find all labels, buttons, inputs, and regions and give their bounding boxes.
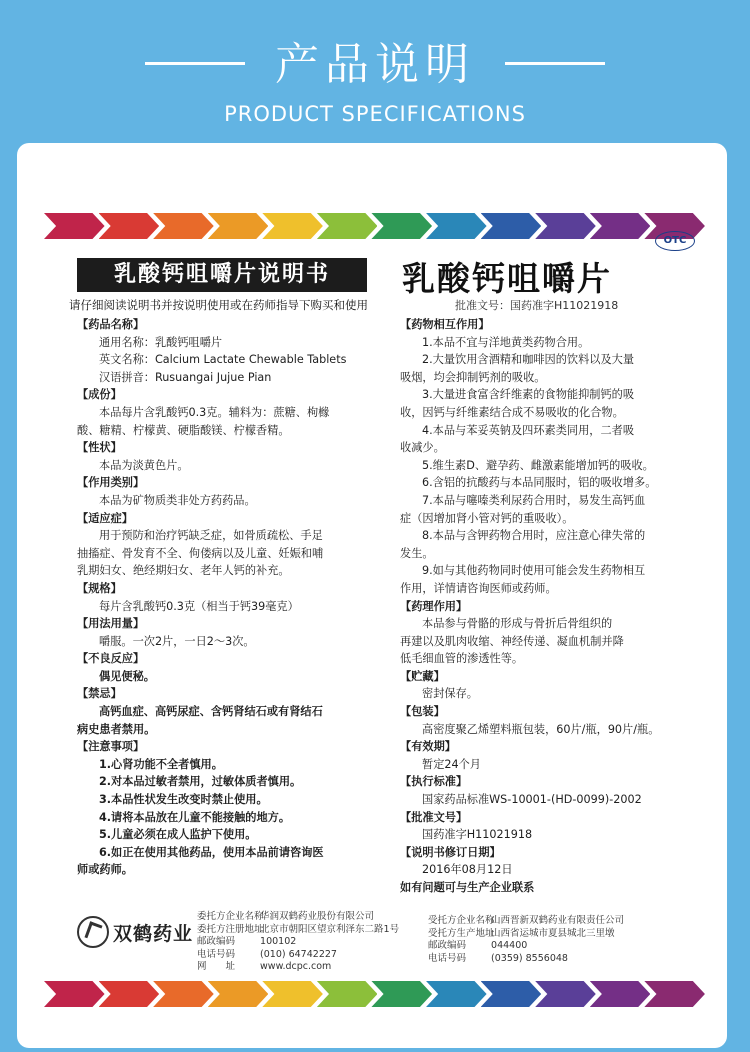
band-chevron [153,981,214,1007]
right-column [400,316,700,897]
text-line: 2.大量饮用含酒精和咖啡因的饮料以及大量 [422,353,635,367]
otc-badge: OTC [655,231,695,251]
info-value: 山西晋新双鹤药业有限责任公司 [491,915,625,926]
title-line-right [505,62,605,65]
text-line: 5.儿童必须在成人监护下使用。 [99,828,257,842]
company-logo [77,916,193,948]
text-line: 再建以及肌肉收缩、神经传递、凝血机制并降 [400,634,624,648]
band-chevron [371,213,432,239]
title-line-left [145,62,245,65]
band-chevron [262,213,323,239]
approval-number-header: 批准文号：国药准字H11021918 [455,299,619,312]
info-value: 100102 [260,936,297,947]
text-line: 每片含乳酸钙0.3克（相当于钙39毫克） [99,599,299,613]
text-line: 9.如与其他药物同时使用可能会发生药物相互 [422,564,646,578]
band-chevron [317,981,378,1007]
band-chevron [317,213,378,239]
leaflet-card [17,143,727,1048]
text-line: 1.本品不宜与洋地黄类药物合用。 [422,335,590,349]
text-line: 3.本品性状发生改变时禁止使用。 [99,793,268,807]
section-heading: 【执行标准】 [400,775,468,789]
text-line: 本品每片含乳酸钙0.3克。辅料为：蔗糖、枸橼 [99,405,330,419]
text-line: 师或药师。 [77,863,133,877]
band-chevron [426,981,487,1007]
text-line: 嚼服。一次2片，一日2～3次。 [99,634,255,648]
text-line: 汉语拼音：Rusuangai Jujue Pian [99,370,272,384]
text-line: 密封保存。 [422,687,478,701]
page-subtitle: PRODUCT SPECIFICATIONS [224,102,526,126]
section-heading: 【药物相互作用】 [400,318,490,331]
text-line: 4.本品与苯妥英钠及四环素类同用，二者吸 [422,423,635,437]
color-band-bottom [44,981,699,1007]
band-chevron [262,981,323,1007]
text-line: 暂定24个月 [422,757,481,771]
page-title: 产品说明 [275,39,475,90]
band-chevron [153,213,214,239]
info-value: 华润双鹤药业股份有限公司 [260,911,375,922]
text-line: 高钙血症、高钙尿症、含钙肾结石或有肾结石 [99,705,323,719]
info-label: 网 址 [197,961,236,972]
info-value: (010) 64742227 [260,948,337,960]
text-line: 4.请将本品放在儿童不能接触的地方。 [99,810,291,824]
info-value: 山西省运城市夏县城北三里墩 [491,927,615,939]
text-line: 收，因钙与纤维素结合成不易吸收的化合物。 [400,405,624,419]
contact-note: 如有问题可与生产企业联系 [400,881,535,894]
band-chevron [99,981,160,1007]
leaflet-title: 乳酸钙咀嚼片说明书 [77,258,367,292]
text-line: 高密度聚乙烯塑料瓶包装，60片/瓶，90片/瓶。 [422,722,660,736]
info-label: 电话号码 [197,948,236,960]
band-chevron [44,213,105,239]
text-line: 6.含铝的抗酸药与本品同服时，铝的吸收增多。 [422,476,657,490]
info-label: 委托方企业名称 [197,911,264,922]
section-heading: 【适应症】 [77,511,133,525]
info-value: www.dcpc.com [260,961,332,972]
band-chevron [535,981,596,1007]
section-heading: 【成份】 [77,388,122,402]
band-chevron [426,213,487,239]
info-label: 邮政编码 [197,936,236,947]
text-line: 2.对本品过敏者禁用，过敏体质者慎用。 [99,775,302,789]
band-chevron [590,213,651,239]
text-line: 低毛细血管的渗透性等。 [400,652,524,666]
section-heading: 【药理作用】 [400,599,468,613]
section-heading: 【批准文号】 [400,810,468,824]
info-label: 电话号码 [428,952,467,964]
section-heading: 【药品名称】 [77,318,145,331]
text-line: 偶见便秘。 [99,669,155,683]
band-chevron [590,981,651,1007]
text-line: 发生。 [400,546,434,560]
consigner-info [197,911,417,974]
section-heading: 【禁忌】 [77,687,122,701]
text-line: 抽搐症、骨发育不全、佝偻病以及儿童、妊娠和哺 [77,546,324,560]
section-heading: 【有效期】 [400,740,456,754]
info-label: 委托方注册地址 [197,923,264,935]
band-chevron [208,981,269,1007]
info-value: (0359) 8556048 [491,952,568,964]
info-value: 044400 [491,940,528,951]
text-line: 1.心肾功能不全者慎用。 [99,757,223,771]
info-label: 邮政编码 [428,940,467,951]
text-line: 3.大量进食富含纤维素的食物能抑制钙的吸 [422,388,635,402]
text-line: 作用，详情请咨询医师或药师。 [400,581,557,595]
section-heading: 【不良反应】 [77,652,145,666]
text-line: 本品为淡黄色片。 [99,458,189,472]
text-line: 国家药品标准WS-10001-(HD-0099)-2002 [422,793,642,807]
text-line: 国药准字H11021918 [422,828,533,842]
text-line: 本品为矿物质类非处方药药品。 [99,493,256,507]
section-heading: 【规格】 [77,581,122,595]
band-chevron [99,213,160,239]
band-chevron [208,213,269,239]
band-chevron [481,213,542,239]
band-chevron [535,213,596,239]
text-line: 7.本品与噻嗪类利尿药合用时，易发生高钙血 [422,493,646,507]
info-value: 北京市朝阳区望京利泽东二路1号 [260,923,400,935]
info-label: 受托方企业名称 [428,915,495,926]
band-chevron [481,981,542,1007]
section-heading: 【贮藏】 [400,669,445,683]
section-heading: 【用法用量】 [77,617,145,631]
section-heading: 【注意事项】 [77,740,145,754]
text-line: 乳期妇女、绝经期妇女、老年人钙的补充。 [77,564,290,578]
text-line: 8.本品与含钾药物合用时，应注意心律失常的 [422,529,646,543]
manufacturer-info [428,915,708,965]
section-heading: 【说明书修订日期】 [400,845,501,859]
text-line: 吸烟，均会抑制钙剂的吸收。 [400,370,546,384]
section-heading: 【包装】 [400,705,445,719]
text-line: 本品参与骨骼的形成与骨折后骨组织的 [422,617,613,631]
text-line: 收减少。 [400,441,445,455]
text-line: 用于预防和治疗钙缺乏症，如骨质疏松、手足 [99,529,323,543]
text-line: 2016年08月12日 [422,863,513,877]
text-line: 症（因增加肾小管对钙的重吸收）。 [400,511,574,525]
reading-notice: 请仔细阅读说明书并按说明使用或在药师指导下购买和使用 [69,298,368,312]
section-heading: 【作用类别】 [77,476,145,490]
band-chevron [644,981,705,1007]
color-band-top [44,213,699,239]
info-label: 受托方生产地址 [428,927,495,939]
product-name: 乳酸钙咀嚼片 [402,259,612,298]
left-column [77,316,377,879]
band-chevron [44,981,105,1007]
text-line: 英文名称：Calcium Lactate Chewable Tablets [99,353,347,367]
section-heading: 【性状】 [77,441,122,455]
text-line: 5.维生素D、避孕药、雌激素能增加钙的吸收。 [422,458,654,472]
logo-text: 双鹤药业 [113,922,194,945]
text-line: 通用名称：乳酸钙咀嚼片 [99,335,223,349]
text-line: 酸、糖精、柠檬黄、硬脂酸镁、柠檬香精。 [77,423,290,437]
text-line: 病史患者禁用。 [77,722,156,736]
text-line: 6.如正在使用其他药品，使用本品前请咨询医 [99,845,324,859]
band-chevron [371,981,432,1007]
crane-logo-icon [77,916,109,948]
